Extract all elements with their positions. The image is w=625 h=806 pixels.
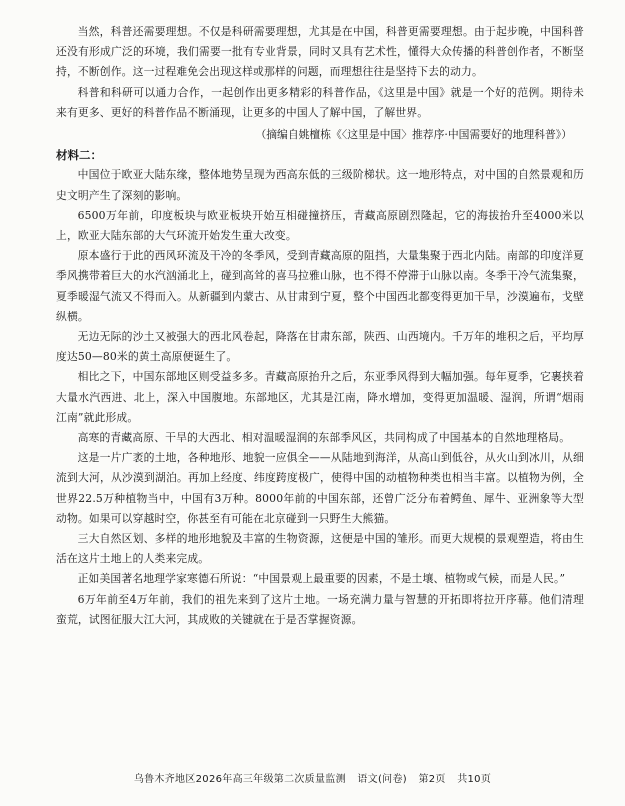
footer-subject: 语文(问卷) [357,774,407,785]
paragraph: 无边无际的沙土又被强大的西北风卷起，降落在甘肃东部，陕西、山西境内。千万年的堆积之后，平均厚度达50—80米的黄土高原便诞生了。 [56,330,584,364]
material-heading: 材料二： [56,148,102,163]
footer-exam-title: 乌鲁木齐地区2026年高三年级第二次质量监测 [133,774,346,785]
page-footer [0,770,625,785]
paragraph: 6500万年前，印度板块与欧亚板块开始互相碰撞挤压，青藏高原剧烈隆起，它的海拔抬升至4000米以上，欧亚大陆东部的大气环流开始发生重大改变。 [56,208,584,243]
footer-total-pages: 共10页 [457,774,492,785]
paragraph: 6万年前至4万年前，我们的祖先来到了这片土地。一场充满力量与智慧的开拓即将拉开序幕。他们清理蛮荒，试图征服大江大河，其成败的关键就在于是否掌握资源。 [56,592,584,626]
citation: （摘编自姚檀栋《〈这里是中国〉推荐序·中国需要好的地理科普》） [255,128,572,142]
paragraph: 三大自然区划、多样的地形地貌及丰富的生物资源，这便是中国的雏形。而更大规模的景观塑造，将由生活在这片土地上的人类来完成。 [56,532,584,566]
paragraph: 当然，科普还需要理想。不仅是科研需要理想，尤其是在中国，科普更需要理想。由于起步晚，中国科普还没有形成广泛的环境，我们需要一批有专业背景，同时又具有艺术性，懂得大众传播的科普创作者，不断坚持，不断创作。这一过程难免会出现这样或那样的问题，而理想往往是坚持下去的动力。 [56,25,584,79]
paragraph: 中国位于欧亚大陆东缘，整体地势呈现为西高东低的三级阶梯状。这一地形特点，对中国的自然景观和历史文明产生了深刻的影响。 [56,168,584,202]
footer-page-number: 第2页 [418,774,446,785]
paragraph: 正如美国著名地理学家寒德石所说：“中国景观上最重要的因素，不是土壤、植物或气候，而是人民。” [77,572,566,586]
paragraph: 高寒的青藏高原、干旱的大西北、相对温暖湿润的东部季风区，共同构成了中国基本的自然地理格局。 [77,431,571,445]
paragraph: 这是一片广袤的土地，各种地形、地貌一应俱全——从陆地到海洋，从高山到低谷，从火山到冰川，从细流到大河，从沙漠到湖泊。再加上经度、纬度跨度极广，使得中国的动植物种类也相当丰富。以植物为例，全世界22.5万种植物当中，中国有3万种。8000年前的中国东部，还曾广泛分布着鳄鱼、犀牛、亚洲象等大型动物。如果可以穿越时空，你甚至有可能在北京碰到一只野生大熊猫。 [56,451,584,525]
paragraph: 相比之下，中国东部地区则受益多多。青藏高原抬升之后，东亚季风得到大幅加强。每年夏季，它裹挟着大量水汽西进、北上，深入中国腹地。东部地区，尤其是江南，降水增加，变得更加温暖、湿润，所谓“烟雨江南”就此形成。 [56,370,584,424]
paragraph: 原本盛行于此的西风环流及干冷的冬季风，受到青藏高原的阻挡，大量集聚于西北内陆。南部的印度洋夏季风携带着巨大的水汽汹涌北上，碰到高耸的喜马拉雅山脉，也不得不停滞于山脉以南。冬季干冷气流集聚，夏季暖湿气流又不得而入。从新疆到内蒙古、从甘肃到宁夏，整个中国西北都变得更加干旱，沙漠遍布，戈壁纵横。 [56,249,584,323]
page-content [56,22,584,630]
paragraph: 科普和科研可以通力合作，一起创作出更多精彩的科普作品，《这里是中国》就是一个好的范例。期待未来有更多、更好的科普作品不断涌现，让更多的中国人了解中国，了解世界。 [56,85,584,119]
